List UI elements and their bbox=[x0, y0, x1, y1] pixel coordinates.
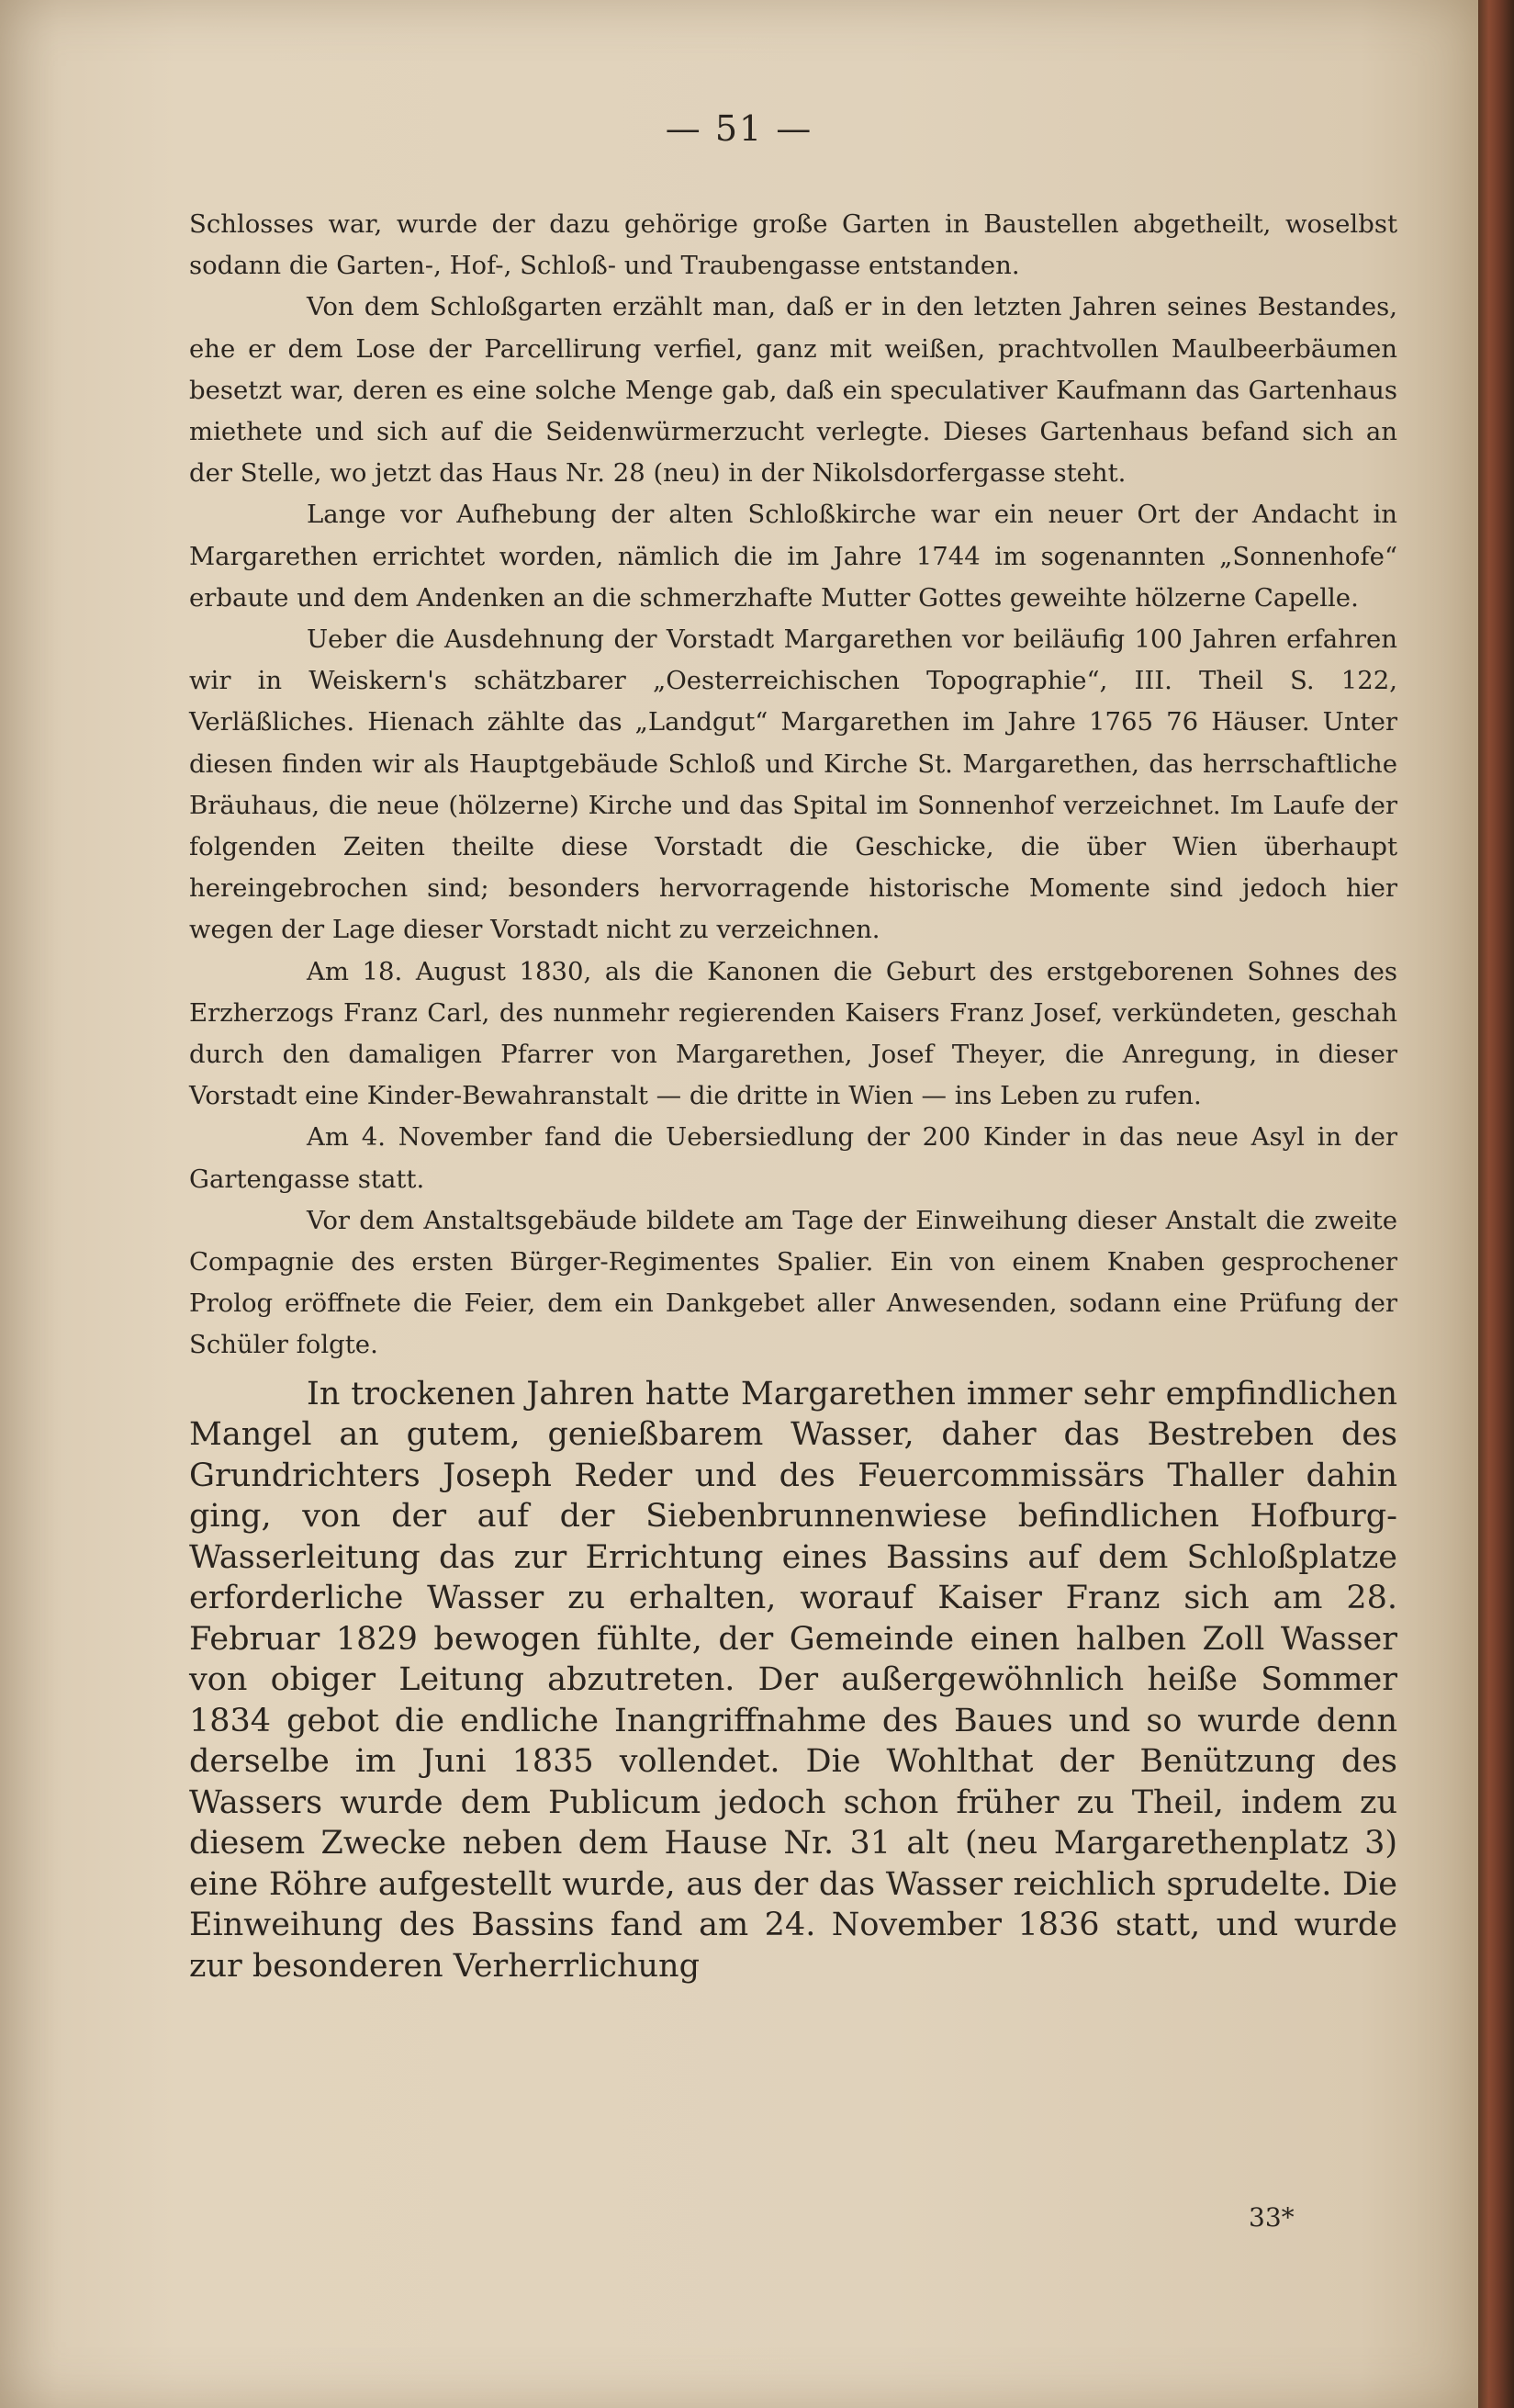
paragraph-6: Am 4. November fand die Uebersiedlung der 200 Kinder in das neue Asyl in der Gartengasse statt. bbox=[189, 1122, 1397, 1194]
paragraph-2: Von dem Schloßgarten erzählt man, daß er in den letzten Jahren seines Bestandes, ehe er dem Lose der Parcellirung verfiel, ganz mit weißen, prachtvollen Maulbeerbäumen besetzt war, deren es eine solche Menge gab, daß ein speculativer Kaufmann das Gartenhaus miethete und sich auf die Seidenwürmerzucht verlegte. Dieses Gartenhaus befand sich an der Stelle, wo jetzt das Haus Nr. 28 (neu) in der Nikolsdorfergasse steht. bbox=[189, 292, 1397, 489]
small-type-section bbox=[189, 204, 1397, 1367]
paragraph-7: Vor dem Anstaltsgebäude bildete am Tage der Einweihung dieser Anstalt die zweite Compagnie des ersten Bürger-Regimentes Spalier. Ein von einem Knaben gesprochener Prolog eröffnete die Feier, dem ein Dankgebet aller Anwesenden, sodann eine Prüfung der Schüler folgte. bbox=[189, 1205, 1397, 1360]
paragraph-1: Schlosses war, wurde der dazu gehörige große Garten in Baustellen abgetheilt, woselbst sodann die Garten-, Hof-, Schloß- und Traubengasse entstanden. bbox=[189, 209, 1397, 281]
book-spine bbox=[1478, 0, 1514, 2408]
paragraph-5: Am 18. August 1830, als die Kanonen die Geburt des erstgeborenen Sohnes des Erzherzogs Franz Carl, des nunmehr regierenden Kaisers Franz Josef, verkündeten, geschah durch den damaligen Pfarrer von Margarethen, Josef Theyer, die Anregung, in dieser Vorstadt eine Kinder-Bewahranstalt — die dritte in Wien — ins Leben zu rufen. bbox=[189, 956, 1397, 1111]
paragraph-8: In trockenen Jahren hatte Margarethen immer sehr empfindlichen Mangel an gutem, genießbarem Wasser, daher das Bestreben des Grundrichters Joseph Reder und des Feuercommissärs Thaller dahin ging, von der auf der Siebenbrunnenwiese befindlichen Hofburg-Wasserleitung das zur Errichtung eines Bassins auf dem Schloßplatze erforderliche Wasser zu erhalten, worauf Kaiser Franz sich am 28. Februar 1829 bewogen fühlte, der Gemeinde einen halben Zoll Wasser von obiger Leitung abzutreten. Der außergewöhnlich heiße Sommer 1834 gebot die endliche Inangriffnahme des Baues und so wurde denn derselbe im Juni 1835 vollendet. Die Wohlthat der Benützung des Wassers wurde dem Publicum jedoch schon früher zu Theil, indem zu diesem Zwecke neben dem Hause Nr. 31 alt (neu Margarethenplatz 3) eine Röhre aufgestellt wurde, aus der das Wasser reichlich sprudelte. Die Einweihung des Bassins fand am 24. November 1836 statt, und wurde zur besonderen Verherrlichung bbox=[189, 1375, 1397, 1985]
page-text bbox=[189, 204, 1397, 1986]
paragraph-3: Lange vor Aufhebung der alten Schloßkirche war ein neuer Ort der Andacht in Margarethen errichtet worden, nämlich die im Jahre 1744 im sogenannten „Sonnenhofe“ erbaute und dem Andenken an die schmerzhafte Mutter Gottes geweihte hölzerne Capelle. bbox=[189, 500, 1397, 613]
printer-signature: 33* bbox=[1249, 2202, 1295, 2233]
large-type-section bbox=[189, 1374, 1397, 1987]
paragraph-4: Ueber die Ausdehnung der Vorstadt Margarethen vor beiläufig 100 Jahren erfahren wir in Weiskern's schätzbarer „Oesterreichischen Topographie“, III. Theil S. 122, Verläßliches. Hienach zählte das „Landgut“ Margarethen im Jahre 1765 76 Häuser. Unter diesen finden wir als Hauptgebäude Schloß und Kirche St. Margarethen, das herrschaftliche Bräuhaus, die neue (hölzerne) Kirche und das Spital im Sonnenhof verzeichnet. Im Laufe der folgenden Zeiten theilte diese Vorstadt die Geschicke, die über Wien überhaupt hereingebrochen sind; besonders hervorragende historische Momente sind jedoch hier wegen der Lage dieser Vorstadt nicht zu verzeichnen. bbox=[189, 625, 1397, 945]
page-number: — 51 — bbox=[665, 108, 813, 149]
